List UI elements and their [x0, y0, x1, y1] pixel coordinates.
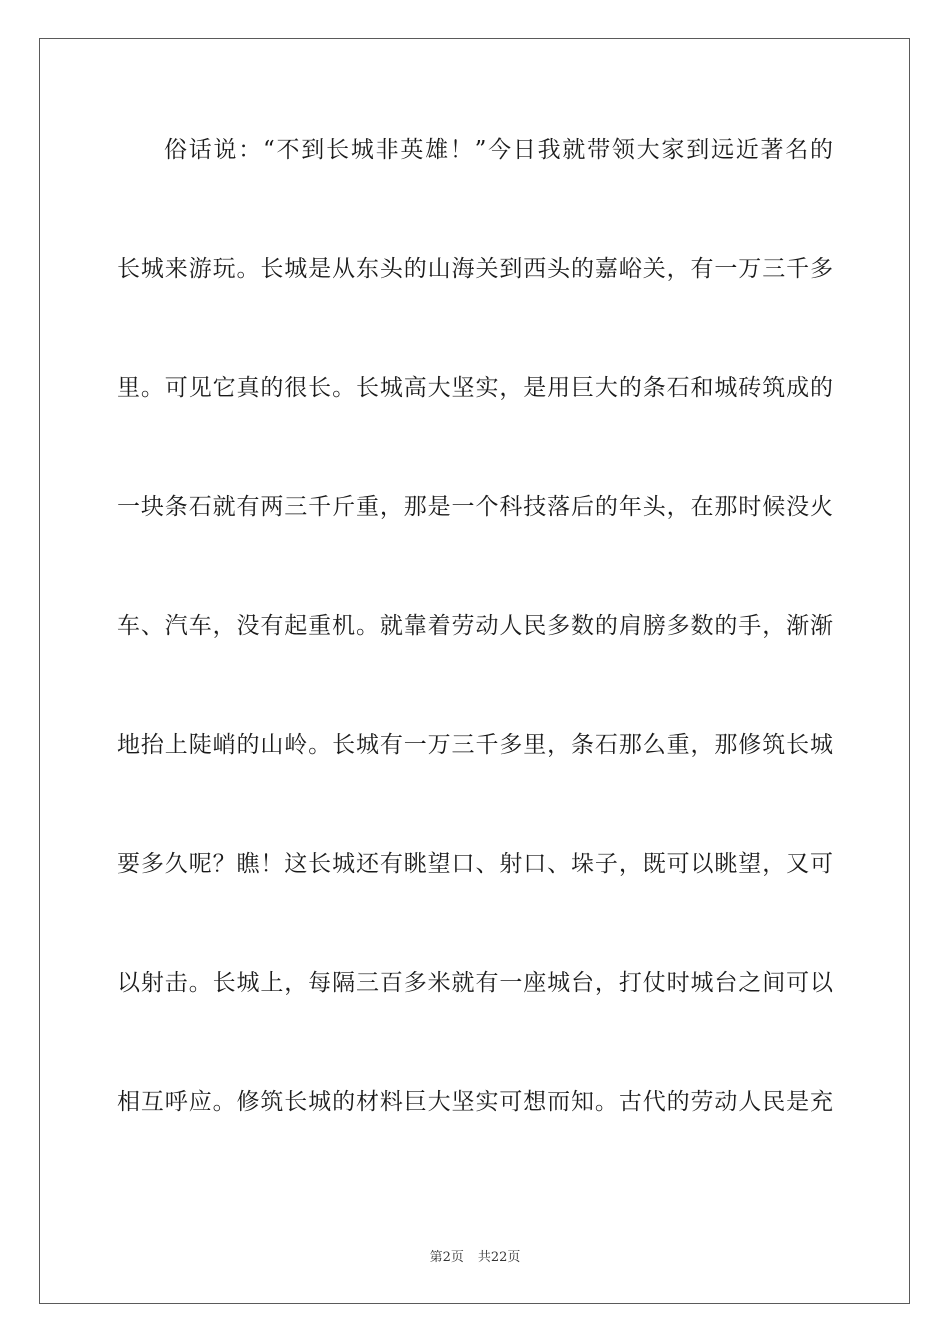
paragraph-line-1: 俗话说：“不到长城非英雄！”今日我就带领大家到远近著名的: [164, 137, 833, 163]
paragraph-line-5: 车、汽车，没有起重机。就靠着劳动人民多数的肩膀多数的手，渐渐: [117, 613, 833, 639]
paragraph-line-2: 长城来游玩。长城是从东头的山海关到西头的嘉峪关，有一万三千多: [117, 256, 833, 282]
page-total: 共22页: [477, 1250, 521, 1265]
page-footer: [0, 1246, 950, 1265]
paragraph-line-7: 要多久呢？瞧！这长城还有眺望口、射口、垛子，既可以眺望，又可: [117, 851, 833, 877]
document-body: [117, 124, 833, 1195]
paragraph-line-3: 里。可见它真的很长。长城高大坚实，是用巨大的条石和城砖筑成的: [117, 375, 833, 401]
paragraph-line-9: 相互呼应。修筑长城的材料巨大坚实可想而知。古代的劳动人民是充: [117, 1089, 833, 1115]
paragraph-line-6: 地抬上陡峭的山岭。长城有一万三千多里，条石那么重，那修筑长城: [117, 732, 833, 758]
paragraph-line-4: 一块条石就有两三千斤重，那是一个科技落后的年头，在那时候没火: [117, 494, 833, 520]
paragraph-line-8: 以射击。长城上，每隔三百多米就有一座城台，打仗时城台之间可以: [117, 970, 833, 996]
page-number: 第2页: [429, 1250, 464, 1265]
